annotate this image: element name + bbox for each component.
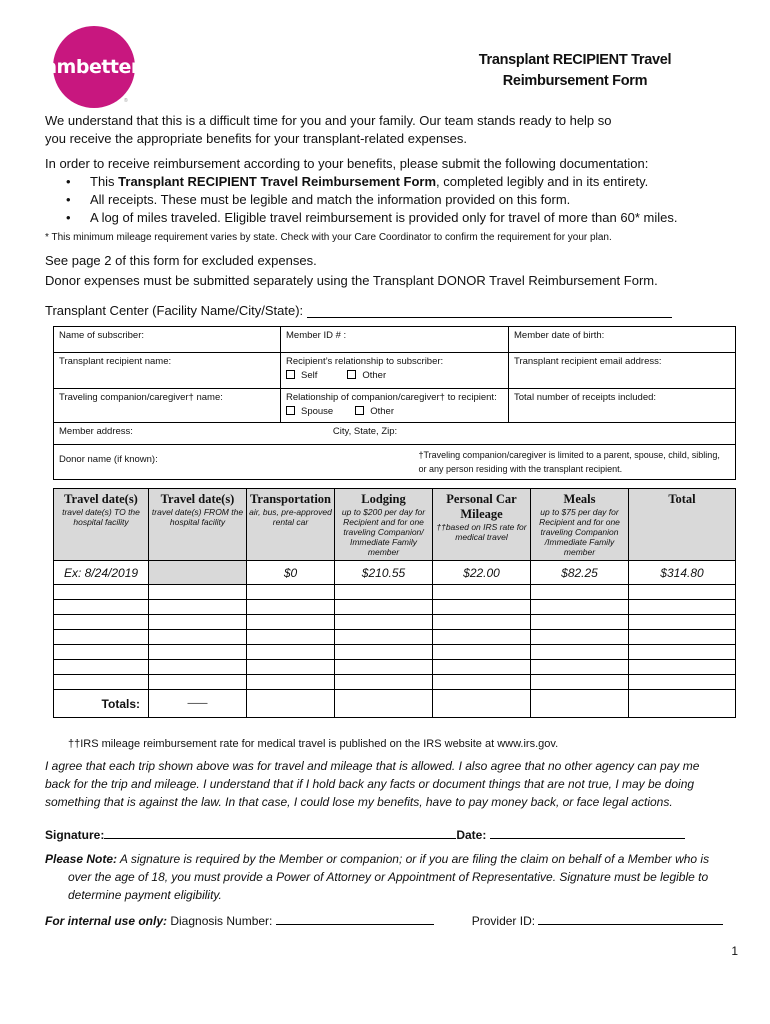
self-checkbox[interactable] bbox=[286, 370, 295, 379]
date-field: Date: bbox=[456, 828, 490, 842]
header-meals: Meals up to $75 per day for Recipient and for one traveling Companion /Immediate Family member bbox=[531, 489, 629, 561]
table-row[interactable] bbox=[54, 660, 736, 675]
agreement-l2: back for the trip and mileage. I understand that if I hold back any facts or document things that are not true, I may be doing bbox=[45, 777, 695, 791]
form-title: Transplant RECIPIENT Travel Reimbursement Form bbox=[478, 52, 672, 89]
intro-line1: We understand that this is a difficult time for you and your family. Our team stands ready to help so bbox=[45, 113, 612, 128]
totals-dash: —— bbox=[149, 690, 247, 718]
registered-mark: ® bbox=[124, 98, 128, 104]
signature-field[interactable]: Signature: Date: bbox=[45, 826, 685, 842]
header-total: Total bbox=[629, 489, 736, 561]
please-note-l2: over the age of 18, you must provide a Power of Attorney or Appointment of Representative. Signature must be legible to bbox=[68, 870, 709, 884]
other2-checkbox[interactable] bbox=[355, 406, 364, 415]
member-info-table bbox=[53, 326, 736, 480]
internal-use: For internal use only: Diagnosis Number: Provider ID: bbox=[45, 912, 723, 928]
address-row[interactable]: Member address: City, State, Zip: bbox=[54, 423, 736, 445]
table-row[interactable] bbox=[54, 600, 736, 615]
please-note-l3: determine payment eligibility. bbox=[68, 888, 222, 902]
transplant-center-field[interactable]: Transplant Center (Facility Name/City/State): bbox=[45, 302, 672, 320]
other-checkbox[interactable] bbox=[347, 370, 356, 379]
table-row[interactable] bbox=[54, 615, 736, 630]
expense-table bbox=[53, 488, 736, 718]
example-row: Ex: 8/24/2019 $0 $210.55 $22.00 $82.25 $314.80 bbox=[54, 561, 736, 585]
recipient-name-field[interactable]: Transplant recipient name: bbox=[54, 353, 281, 389]
donor-name-field[interactable]: Donor name (if known): bbox=[54, 445, 509, 480]
subscriber-field[interactable]: Name of subscriber: bbox=[54, 327, 281, 353]
email-field[interactable]: Transplant recipient email address: bbox=[509, 353, 736, 389]
provider-id-field[interactable] bbox=[538, 912, 723, 925]
donor-note: Donor expenses must be submitted separately using the Transplant DONOR Travel Reimbursement Form. bbox=[45, 273, 658, 288]
companion-name-field[interactable]: Traveling companion/caregiver† name: bbox=[54, 389, 281, 423]
companion-limit-note: †Traveling companion/caregiver is limited to a parent, spouse, child, sibling, or any person residing with the transplant recipient. bbox=[509, 445, 736, 480]
totals-label: Totals: bbox=[54, 690, 149, 718]
diagnosis-field[interactable] bbox=[276, 912, 434, 925]
header-transportation: Transportation air, bus, pre-approved rental car bbox=[247, 489, 335, 561]
table-row[interactable] bbox=[54, 630, 736, 645]
header-travel-to: Travel date(s) travel date(s) TO the hospital facility bbox=[54, 489, 149, 561]
instructions: In order to receive reimbursement according to your benefits, please submit the following documentation: bbox=[45, 156, 649, 171]
agreement-l3: something that is against the law. In that case, I could lose my benefits, have to pay money back, or face legal actions. bbox=[45, 795, 673, 809]
page2-note: See page 2 of this form for excluded expenses. bbox=[45, 253, 317, 268]
member-id-field[interactable]: Member ID # : bbox=[281, 327, 509, 353]
irs-note: ††IRS mileage reimbursement rate for medical travel is published on the IRS website at www.irs.gov. bbox=[68, 738, 559, 750]
receipts-count-field[interactable]: Total number of receipts included: bbox=[509, 389, 736, 423]
bullet-receipts: • All receipts. These must be legible and match the information provided on this form. bbox=[70, 191, 570, 209]
totals-row bbox=[54, 690, 736, 718]
dob-field[interactable]: Member date of birth: bbox=[509, 327, 736, 353]
please-note: Please Note: A signature is required by the Member or companion; or if you are filing the claim on behalf of a Member who is bbox=[45, 852, 710, 866]
agreement-l1: I agree that each trip shown above was for travel and mileage that is allowed. I also agree that no other agency can pay me bbox=[45, 759, 700, 773]
spouse-checkbox[interactable] bbox=[286, 406, 295, 415]
intro-line2: you receive the appropriate benefits for your transplant-related expenses. bbox=[45, 131, 468, 146]
table-row[interactable] bbox=[54, 645, 736, 660]
header-mileage: Personal Car Mileage ††based on IRS rate for medical travel bbox=[433, 489, 531, 561]
header-lodging: Lodging up to $200 per day for Recipient and for one traveling Companion/ Immediate Family member bbox=[335, 489, 433, 561]
bullet-miles: • A log of miles traveled. Eligible travel reimbursement is provided only for travel of more than 60* miles. bbox=[70, 209, 677, 227]
relationship-field: Recipient’s relationship to subscriber: Self Other bbox=[281, 353, 509, 389]
header-travel-from: Travel date(s) travel date(s) FROM the hospital facility bbox=[149, 489, 247, 561]
table-row[interactable] bbox=[54, 585, 736, 600]
table-row[interactable] bbox=[54, 675, 736, 690]
page-number: 1 bbox=[731, 944, 738, 958]
companion-relationship-field: Relationship of companion/caregiver† to recipient: Spouse Other bbox=[281, 389, 509, 423]
bullet-form: • This Transplant RECIPIENT Travel Reimbursement Form, completed legibly and in its entirety. bbox=[70, 173, 648, 191]
mileage-footnote: * This minimum mileage requirement varies by state. Check with your Care Coordinator to confirm the requirement for your plan. bbox=[45, 232, 612, 243]
ambetter-logo: ambetter. bbox=[53, 26, 135, 108]
